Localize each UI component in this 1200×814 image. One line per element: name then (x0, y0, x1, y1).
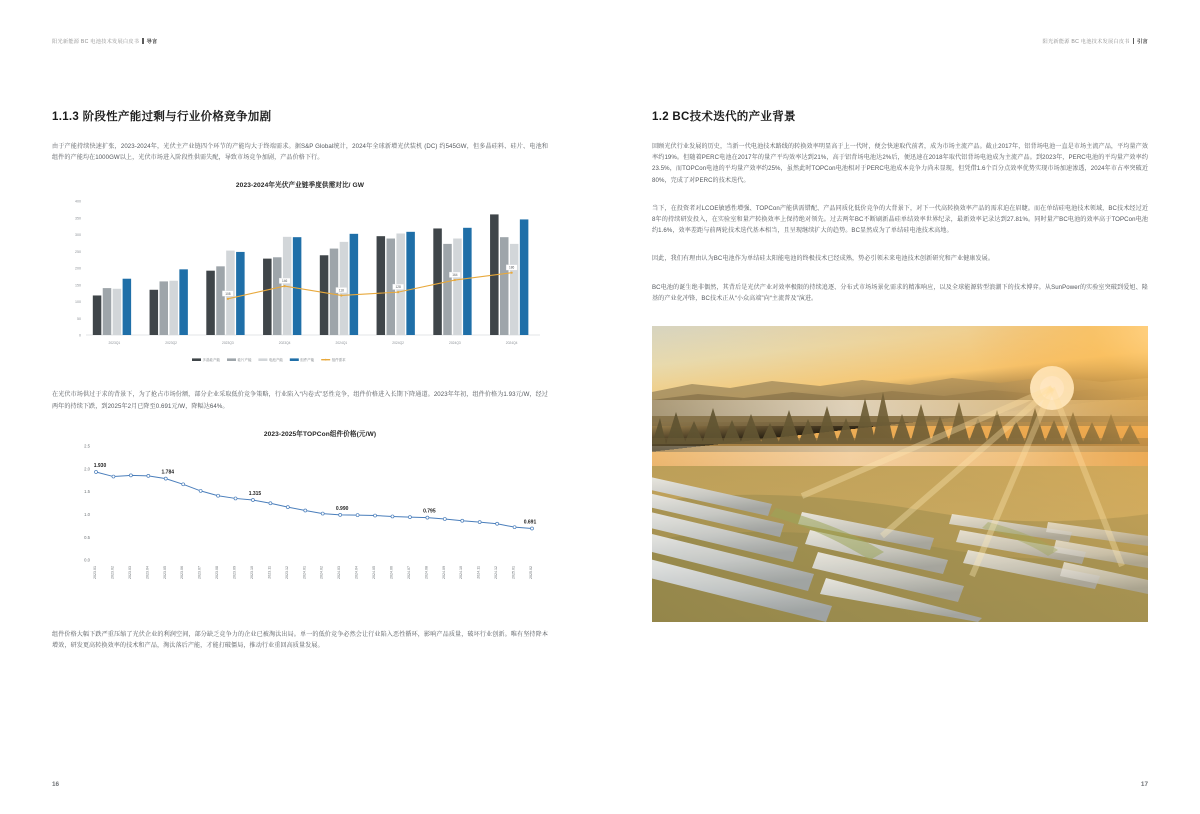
x-axis-tick: 2024.04 (354, 565, 359, 579)
price-point-2023.09 (234, 497, 237, 500)
left-paragraph-3: 组件价格大幅下跌严重压缩了光伏企业的利润空间，部分缺乏竞争力的企业已被淘汰出局。单一的低价竞争必然会让行业陷入恶性循环，影响产品质量，破坏行业创新。唯有坚持降本增效，研发更高转换效率的技术和产品，淘汰落后产能，才能打破僵局，推动行业重回高质量发展。 (52, 630, 548, 650)
bar-2024Q2-多晶硅产能 (377, 237, 386, 336)
x-axis-tick: 2024.12 (494, 565, 499, 579)
y-axis-tick: 2.5 (84, 443, 90, 449)
price-point-2024.03 (339, 513, 342, 516)
legend-swatch-多晶硅产能 (192, 359, 201, 362)
price-point-2024.06 (391, 515, 394, 518)
y-axis-tick: 250 (75, 250, 81, 255)
legend-marker (325, 359, 327, 361)
line-label: 128 (395, 285, 401, 290)
line-label: 186 (508, 266, 515, 271)
chart-topcon-price-canvas (52, 426, 548, 616)
price-point-2024.11 (478, 520, 481, 523)
x-axis-tick: 2023.03 (127, 565, 132, 579)
right-running-head (652, 36, 1148, 46)
x-axis-tick: 2023.08 (215, 565, 220, 579)
price-point-2024.05 (374, 514, 377, 517)
x-axis-tick: 2023.12 (284, 565, 289, 579)
price-point-2024.12 (496, 522, 499, 525)
price-point-2025.02 (531, 527, 534, 530)
x-axis-tick: 2024.06 (389, 565, 394, 579)
price-point-2023.02 (112, 475, 115, 478)
price-data-label: 1.315 (248, 490, 262, 497)
price-data-label: 0.795 (423, 508, 436, 515)
x-axis-tick: 2024Q2 (392, 341, 404, 346)
legend-label: 电池产能 (268, 358, 283, 363)
line-point (284, 285, 286, 287)
x-axis-tick: 2023.05 (162, 565, 167, 579)
y-axis-tick: 0.0 (84, 557, 90, 563)
bar-2024Q3-硅片产能 (443, 244, 452, 335)
legend-swatch-组件产能 (290, 359, 299, 362)
price-point-2023.10 (251, 498, 254, 501)
x-axis-tick: 2024.02 (319, 565, 324, 579)
left-paragraph-2: 在光伏市场供过于求的背景下，为了抢占市场份额，部分企业采取低价竞争策略，行业陷入“内卷式”恶性竞争，组件价格进入长期下降通道。2023年年初，组件价格为1.93元/W，经过两年的持续下跌，到2025年2月已降至0.691元/W，降幅达64%。 (52, 391, 548, 410)
y-axis-tick: 400 (75, 199, 81, 204)
y-axis-tick: 350 (75, 216, 81, 221)
price-point-2024.01 (304, 509, 307, 512)
x-axis-tick: 2023Q4 (278, 341, 291, 346)
bar-2023Q3-多晶硅产能 (206, 271, 215, 335)
legend-swatch-电池产能 (258, 359, 267, 362)
x-axis-tick: 2024.09 (441, 565, 446, 579)
bar-2024Q4-硅片产能 (500, 238, 509, 336)
right-page-number: 17 (1140, 781, 1148, 788)
bar-2023Q4-组件产能 (293, 238, 302, 336)
bar-2024Q3-电池产能 (453, 239, 462, 335)
price-point-2023.03 (129, 474, 132, 477)
right-paragraph-4: BC电池的诞生绝非偶然，其背后是光伏产业对效率极限的持续追逐、分布式市场场景化需求的精准响应，以及全球能源转型浪潮下的技术博弈。从SunPower的实验室突破到爱旭、隆基的产业化冲锋，BC技术正从“小众高端”向“主流普及”演进。 (652, 283, 1148, 302)
line-point (227, 298, 229, 300)
price-point-2024.04 (356, 513, 359, 516)
price-point-2024.02 (321, 512, 324, 515)
chart-legend (192, 357, 346, 362)
y-axis-tick: 100 (75, 300, 81, 305)
price-point-2023.12 (286, 505, 289, 508)
x-axis-tick: 2025.01 (511, 565, 516, 579)
y-axis-tick: 0 (79, 333, 81, 338)
x-axis-tick: 2024.03 (337, 565, 342, 579)
line-label: 146 (281, 279, 288, 284)
bar-2023Q1-电池产能 (113, 289, 122, 335)
chart-topcon-price (52, 426, 548, 616)
legend-label: 多晶硅产能 (202, 358, 220, 363)
y-axis-tick: 200 (75, 266, 81, 271)
right-running-head-tail: 引言 (1137, 38, 1148, 45)
bar-2023Q1-组件产能 (123, 279, 132, 335)
price-point-2024.07 (408, 515, 411, 518)
left-paragraph-1: 由于产能持续快速扩张，2023-2024年，光伏主产业链四个环节的产能均大于终端需求。据S&P Global统计，2024年全球新增光伏装机 (DC) 约545GW，但多晶硅料、硅片、电池和组件的产能均在1000GW以上，光伏市场进入阶段性供需失配，导致市场竞争加剧，产品价格下行。 (52, 143, 548, 162)
legend-label: 组件产能 (300, 358, 315, 363)
right-paragraph-1: 回顾光伏行业发展的历史，当新一代电池技术路线的转换效率明显高于上一代时，便会快速取代前者，成为市场主流产品。截止2017年，铝背场电池一直是市场主流产品，平均量产效率约19%。但随着PERC电池在2017年的量产平均效率达到21%，高于铝背场电池达2%后，便迅速在2018年取代铝背场电池成为主流产品。到2023年，PERC电池的平均量产效率约23.5%，而TOPCon电池的平均量产效率约25%，虽然此时TOPCon电池相对于PERC电池成本竞争力尚未显现，但凭借1.6个百分点效率优势实现市场加速渗透，2024年市占率突破近80%，完成了对PERC的技术迭代。 (652, 143, 1148, 184)
running-head-divider (142, 38, 143, 44)
solar-farm-photo-canvas (652, 326, 1148, 622)
right-paragraph-2: 当下，在投资者对LCOE敏感性增强、TOPCon产能供需错配、产品同质化低价竞争的大背景下，对下一代高转换效率产品的需求迫在眉睫。而在单结硅电池技术领域，BC技术经过近8年的持续研发投入，在实验室和量产转换效率上保持绝对领先。过去两年BC不断刷新晶硅单结效率世界纪录，最新效率记录达到27.81%。同时量产BC电池的效率高于TOPCon电池约1.6%，效率差距与前两轮技术迭代基本相当，且呈现继续扩大的趋势。BC显然成为了单结硅电池技术高地。 (652, 204, 1148, 235)
x-axis-tick: 2024.08 (424, 565, 429, 579)
line-label: 164 (452, 273, 458, 278)
price-data-label: 1.930 (93, 462, 107, 469)
chart-supply-demand-title: 2023-2024年光伏产业链季度供需对比/ GW (235, 182, 365, 190)
bar-2024Q1-组件产能 (350, 234, 359, 335)
left-running-head-tail: 导言 (146, 38, 158, 45)
x-axis-tick: 2024.07 (406, 565, 411, 579)
bar-2023Q2-电池产能 (169, 281, 178, 335)
bar-2023Q2-多晶硅产能 (150, 290, 159, 335)
price-point-2023.01 (95, 470, 98, 473)
line-label: 108 (225, 292, 231, 297)
x-axis-tick: 2023Q1 (108, 341, 121, 346)
legend-label: 硅片产能 (237, 358, 252, 363)
bar-2023Q3-组件产能 (236, 252, 245, 335)
x-axis-tick: 2023Q3 (222, 341, 234, 346)
bar-2023Q2-组件产能 (179, 270, 188, 336)
price-data-label: 0.990 (335, 505, 349, 512)
right-paragraph-3: 因此，我们有理由认为BC电池作为单结硅太阳能电池的终极技术已经成熟，势必引领未来电池技术创新研究和产业健康发展。 (652, 255, 995, 263)
price-point-2023.11 (269, 502, 272, 505)
bar-2023Q4-硅片产能 (273, 258, 282, 336)
y-axis-tick: 2.0 (84, 466, 90, 472)
x-axis-tick: 2024Q1 (335, 341, 348, 346)
x-axis-tick: 2023Q2 (165, 341, 177, 346)
x-axis-tick: 2023.07 (197, 565, 202, 579)
price-point-2023.07 (199, 489, 202, 492)
left-running-head (52, 36, 548, 46)
bar-2024Q3-组件产能 (463, 228, 472, 335)
price-point-2023.05 (164, 477, 167, 480)
y-axis-tick: 150 (75, 283, 81, 288)
price-line (96, 472, 532, 528)
section-heading-113: 1.1.3 阶段性产能过剩与行业价格竞争加剧 (52, 111, 272, 123)
chart-topcon-price-title: 2023-2025年TOPCon组件价格(元/W) (263, 430, 377, 438)
price-point-2024.09 (443, 517, 446, 520)
price-point-2025.01 (513, 525, 516, 528)
x-axis-tick: 2024.01 (302, 565, 307, 579)
bar-2023Q4-多晶硅产能 (263, 259, 272, 335)
bar-2023Q1-多晶硅产能 (93, 296, 102, 336)
x-axis-tick: 2024.11 (476, 565, 481, 579)
x-axis-tick: 2024Q4 (505, 341, 518, 346)
bar-2024Q3-多晶硅产能 (433, 229, 442, 336)
x-axis-tick: 2023.06 (180, 565, 185, 579)
line-point (340, 295, 342, 297)
bar-2023Q2-硅片产能 (159, 282, 168, 336)
bar-2024Q4-电池产能 (510, 244, 519, 335)
x-axis-tick: 2023.01 (93, 565, 97, 579)
price-data-label: 0.691 (523, 519, 537, 526)
right-running-head-text: 阳光新能源 BC 电池技术发展白皮书 (1042, 38, 1130, 45)
x-axis-tick: 2023.04 (145, 565, 150, 579)
x-axis-tick: 2025.02 (529, 565, 533, 579)
price-point-2023.08 (217, 494, 220, 497)
x-axis-tick: 2024.05 (372, 565, 377, 579)
bar-2024Q1-多晶硅产能 (320, 256, 329, 336)
line-point (511, 272, 513, 274)
price-point-2023.04 (147, 474, 150, 477)
line-point (454, 279, 456, 281)
bar-2024Q2-组件产能 (406, 232, 415, 335)
y-axis-tick: 300 (75, 233, 81, 238)
price-data-label: 1.784 (161, 469, 175, 476)
chart-supply-demand-canvas (52, 179, 548, 375)
bar-2023Q3-硅片产能 (216, 267, 225, 336)
right-page (600, 0, 1200, 814)
x-axis-tick: 2023.10 (249, 565, 254, 579)
bar-2023Q1-硅片产能 (103, 289, 112, 336)
y-axis-tick: 1.5 (84, 489, 90, 495)
y-axis-tick: 1.0 (84, 511, 90, 517)
legend-swatch-硅片产能 (227, 359, 236, 362)
x-axis-tick: 2024.10 (459, 565, 464, 579)
left-running-head-text: 阳光新能源 BC 电池技术发展白皮书 (52, 38, 140, 45)
price-point-2024.10 (461, 519, 464, 522)
price-point-2023.06 (182, 483, 185, 486)
y-axis-tick: 50 (77, 317, 81, 322)
x-axis-tick: 2023.02 (110, 565, 115, 579)
y-axis-tick: 0.5 (84, 534, 90, 540)
x-axis-tick: 2023.11 (267, 565, 272, 579)
line-point (397, 291, 399, 293)
line-label: 118 (338, 288, 344, 293)
price-point-2024.08 (426, 516, 429, 519)
solar-farm-sunrise-photo (652, 326, 1148, 622)
section-heading-12: 1.2 BC技术迭代的产业背景 (652, 111, 796, 123)
chart-supply-demand (52, 179, 548, 375)
x-axis-tick: 2023.09 (232, 565, 237, 579)
left-page-number: 16 (52, 781, 60, 788)
running-head-divider-right (1133, 38, 1134, 44)
x-axis-tick: 2024Q3 (449, 341, 461, 346)
bar-2024Q4-组件产能 (520, 220, 529, 336)
legend-label: 组件需求 (331, 358, 346, 363)
